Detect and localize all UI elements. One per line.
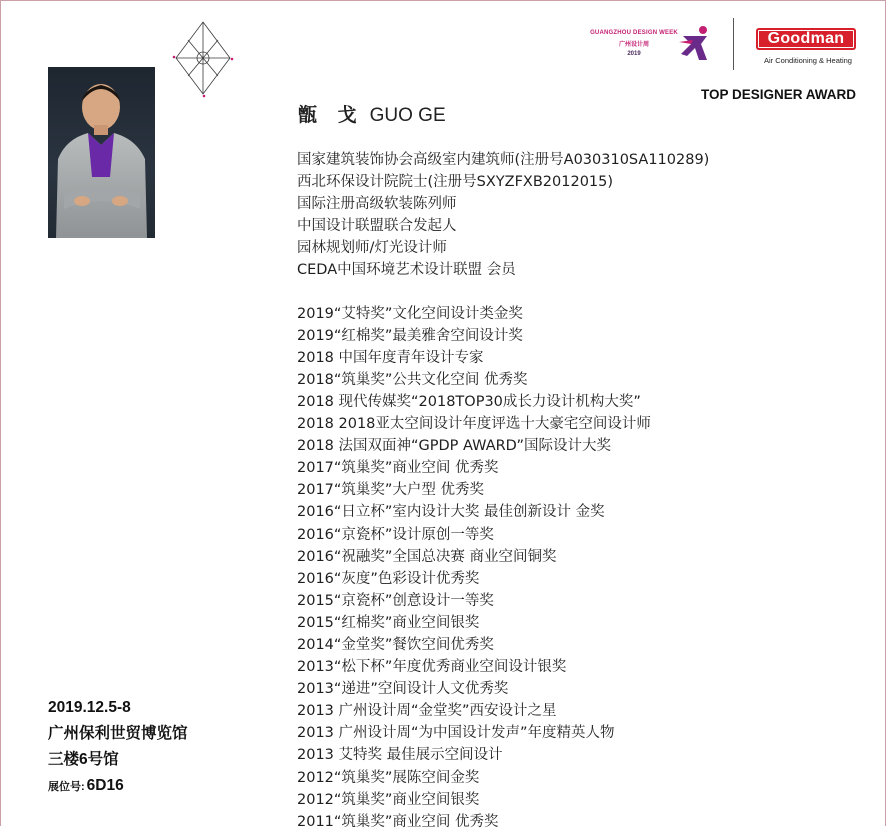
award-line: 2019“艾特奖”文化空间设计类金奖	[297, 305, 523, 322]
title-line: CEDA中国环境艺术设计联盟 会员	[297, 262, 516, 279]
award-line: 2019“红棉奖”最美雅舍空间设计奖	[297, 327, 523, 344]
award-line: 2015“红棉奖”商业空间银奖	[297, 614, 480, 631]
award-line: 2012“筑巢奖”商业空间银奖	[297, 791, 480, 808]
booth-info	[48, 773, 188, 800]
award-line: 2013 广州设计周“为中国设计发声”年度精英人物	[297, 725, 615, 742]
award-title: TOP DESIGNER AWARD	[700, 87, 856, 102]
award-line: 2018 中国年度青年设计专家	[297, 349, 484, 366]
booth-number: 6D16	[86, 777, 124, 794]
award-line: 2015“京瓷杯”创意设计一等奖	[297, 592, 494, 609]
award-line: 2013“递进”空间设计人文优秀奖	[297, 681, 509, 698]
award-line: 2017“筑巢奖”大户型 优秀奖	[297, 482, 485, 499]
event-info	[48, 695, 188, 800]
logo-divider	[733, 18, 734, 70]
title-line: 中国设计联盟联合发起人	[297, 218, 457, 235]
booth-label: 展位号:	[48, 781, 85, 793]
event-venue: 广州保利世贸博览馆	[48, 725, 188, 742]
designer-name-en: GUO GE	[369, 105, 446, 126]
award-line: 2012“筑巢奖”展陈空间金奖	[297, 769, 480, 786]
design-week-figure-icon	[677, 24, 713, 62]
title-line: 西北环保设计院院士(注册号SXYZFXB2012015)	[297, 174, 614, 191]
award-line: 2013 艾特奖 最佳展示空间设计	[297, 747, 503, 764]
compass-sketch-icon	[168, 16, 238, 106]
designer-name-cn: 甑 戈	[298, 104, 364, 126]
design-week-year: 2019	[627, 51, 641, 57]
award-line: 2017“筑巢奖”商业空间 优秀奖	[297, 460, 499, 477]
award-line: 2016“京瓷杯”设计原创一等奖	[297, 526, 494, 543]
title-line: 园林规划师/灯光设计师	[297, 240, 447, 257]
award-line: 2018 2018亚太空间设计年度评选十大豪宅空间设计师	[297, 416, 651, 433]
award-line: 2018“筑巢奖”公共文化空间 优秀奖	[297, 371, 528, 388]
designer-name	[298, 100, 446, 127]
award-line: 2018 现代传媒奖“2018TOP30成长力设计机构大奖”	[297, 393, 641, 410]
goodman-logo: Goodman	[756, 28, 856, 50]
design-week-title-cn: 广州设计周	[618, 42, 649, 48]
event-dates: 2019.12.5-8	[48, 699, 131, 716]
title-line: 国际注册高级软装陈列师	[297, 196, 457, 213]
design-week-title: GUANGZHOU DESIGN WEEK	[590, 30, 678, 36]
award-line: 2013“松下杯”年度优秀商业空间设计银奖	[297, 659, 567, 676]
title-line: 国家建筑装饰协会高级室内建筑师(注册号A030310SA110289)	[297, 152, 710, 168]
award-line: 2018 法国双面神“GPDP AWARD”国际设计大奖	[297, 438, 611, 455]
award-line: 2016“日立杯”室内设计大奖 最佳创新设计 金奖	[297, 504, 605, 521]
event-hall: 三楼6号馆	[48, 751, 119, 768]
biography	[297, 149, 709, 833]
award-line: 2014“金堂奖”餐饮空间优秀奖	[297, 636, 494, 653]
award-line: 2016“灰度”色彩设计优秀奖	[297, 570, 480, 587]
designer-portrait	[48, 67, 155, 238]
award-line: 2011“筑巢奖”商业空间 优秀奖	[297, 813, 499, 830]
award-line: 2016“祝融奖”全国总决赛 商业空间铜奖	[297, 548, 557, 565]
award-line: 2013 广州设计周“金堂奖”西安设计之星	[297, 703, 557, 720]
goodman-tagline: Air Conditioning & Heating	[764, 56, 852, 65]
design-week-logo	[584, 30, 684, 57]
